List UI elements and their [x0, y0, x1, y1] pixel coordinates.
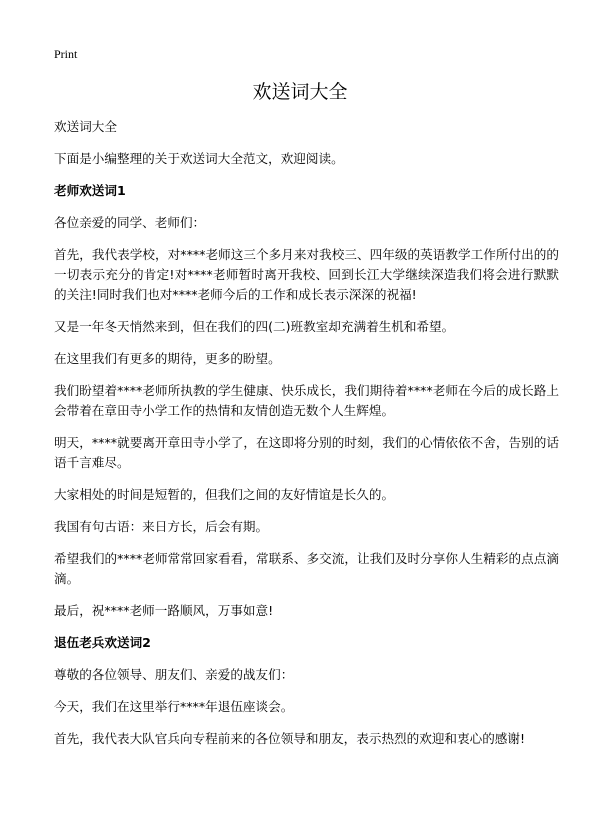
- paragraph: 首先，我代表学校，对****老师这三个多月来对我校三、四年级的英语教学工作所付出的的一切表示充分的肯定!对****老师暂时离开我校、回到长江大学继续深造我们将会进行默默的关注!同时我们也对****老师今后的工作和成长表示深深的祝福!: [54, 247, 559, 302]
- section-heading-teacher: 老师欢送词1: [54, 183, 126, 198]
- document-body: [54, 117, 559, 761]
- subtitle: 欢送词大全: [54, 119, 117, 134]
- paragraph: 我国有句古语：来日方长，后会有期。: [54, 519, 269, 534]
- paragraph: 我们盼望着****老师所执教的学生健康、快乐成长，我们期待着****老师在今后的成长路上会带着在章田寺小学工作的热情和友情创造无数个人生辉煌。: [54, 383, 559, 418]
- paragraph: 今天，我们在这里举行****年退伍座谈会。: [54, 699, 294, 714]
- paragraph: 大家相处的时间是短暂的，但我们之间的友好情谊是长久的。: [54, 487, 395, 502]
- document-title: 欢送词大全: [252, 81, 348, 103]
- paragraph: 尊敬的各位领导、朋友们、亲爱的战友们：: [54, 667, 294, 682]
- paragraph: 明天，****就要离开章田寺小学了，在这即将分别的时刻，我们的心情依依不舍，告别的话语千言难尽。: [54, 435, 559, 470]
- section-heading-veteran: 退伍老兵欢送词2: [54, 635, 151, 650]
- paragraph: 希望我们的****老师常常回家看看，常联系、多交流，让我们及时分享你人生精彩的点点滴滴。: [54, 551, 559, 586]
- print-label: Print: [54, 47, 78, 61]
- intro-paragraph: 下面是小编整理的关于欢送词大全范文，欢迎阅读。: [54, 151, 344, 166]
- paragraph: 在这里我们有更多的期待，更多的盼望。: [54, 351, 281, 366]
- paragraph: 首先，我代表大队官兵向专程前来的各位领导和朋友，表示热烈的欢迎和衷心的感谢!: [54, 731, 526, 746]
- paragraph: 最后，祝****老师一路顺风，万事如意!: [54, 603, 274, 618]
- paragraph: 各位亲爱的同学、老师们：: [54, 215, 206, 230]
- paragraph: 又是一年冬天悄然来到，但在我们的四(二)班教室却充满着生机和希望。: [54, 319, 455, 334]
